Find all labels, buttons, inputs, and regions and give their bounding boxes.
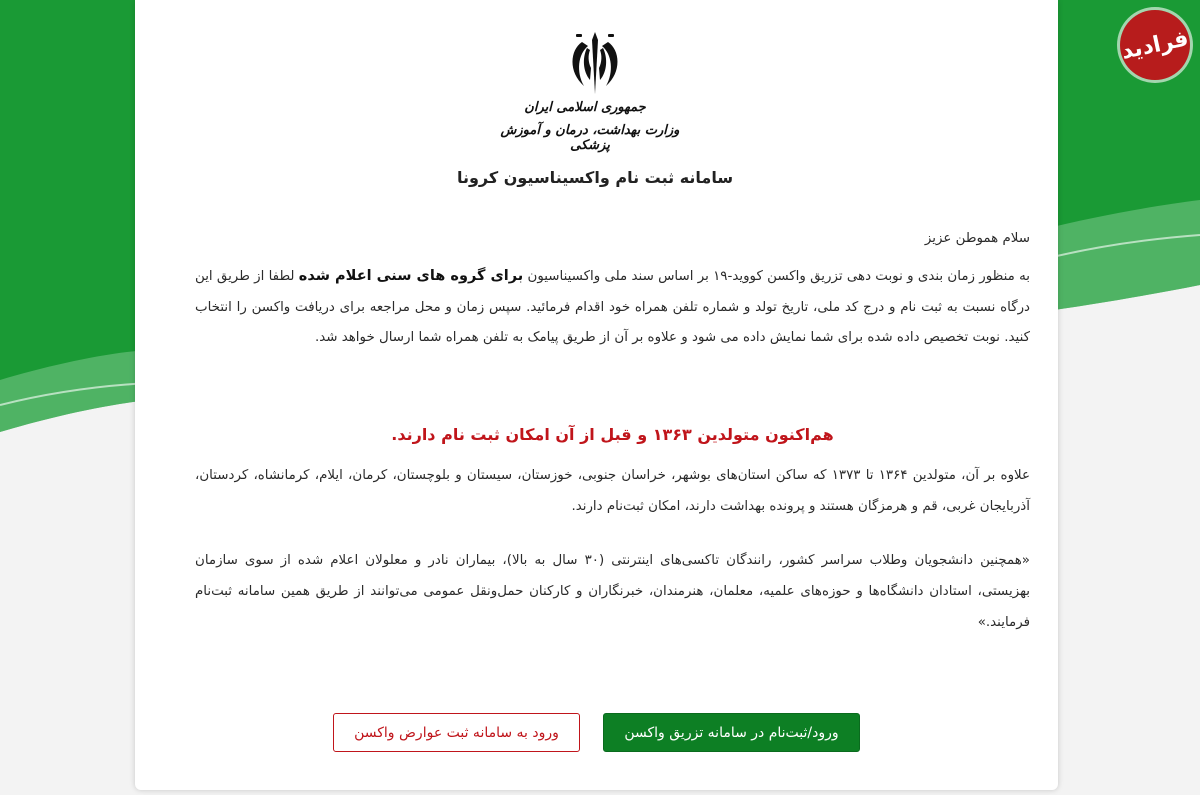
main-card	[135, 0, 1058, 790]
vaccine-registration-button[interactable]: ورود/ثبت‌نام در سامانه تزریق واکسن	[603, 713, 860, 752]
groups-paragraph: «همچنین دانشجویان وطلاب سراسر کشور، رانندگان تاکسی‌های اینترنتی (۳۰ سال به بالا)، بیماران نادر و معلولان اعلام شده از سوی سازمان بهزیستی، استادان دانشگاه‌ها و حوزه‌های علمیه، معلمان، هنرمندان، خبرنگاران و کارکنان حمل‌ونقل عمومی می‌توانند از طریق همین سامانه ثبت‌نام فرمایند.»	[195, 553, 1030, 630]
intro-text-part-1: به منظور زمان بندی و نوبت دهی تزریق واکسن کووید-۱۹ بر اساس سند ملی واکسیناسیون	[523, 269, 1030, 284]
intro-text-bold: برای گروه های سنی اعلام شده	[298, 268, 524, 284]
emblem-caption-ministry: وزارت بهداشت، درمان و آموزش پزشکی	[500, 123, 680, 153]
provinces-paragraph: علاوه بر آن، متولدین ۱۳۶۴ تا ۱۳۷۳ که ساکن استان‌های بوشهر، خراسان جنوبی، خوزستان، سیستان و بلوچستان، کرمان، ایلام، کرمانشاه، کردستان، آذربایجان غربی، قم و هرمزگان هستند و پرونده بهداشت دارند، امکان ثبت‌نام دارند.	[195, 468, 1031, 514]
intro-text-part-2: لطفا از طریق این درگاه نسبت به ثبت نام و درج کد ملی، تاریخ تولد و شماره تلفن همراه خود اقدام فرمائید. سپس زمان و محل مراجعه برای دریافت واکسن را انتخاب کنید. نوبت تخصیص داده شده برای شما نمایش داده می شود و علاوه بر آن از طریق پیامک به تلفن همراه شما ارسال خواهد شد.	[195, 269, 1030, 345]
intro-paragraph	[195, 261, 1030, 354]
iran-emblem-icon	[560, 28, 630, 98]
greeting-text: سلام هموطن عزیز	[924, 231, 1030, 246]
side-effects-registration-button[interactable]: ورود به سامانه ثبت عوارض واکسن	[333, 713, 580, 752]
page-title: سامانه ثبت نام واکسیناسیون کرونا	[456, 168, 734, 187]
emblem-caption-country: جمهوری اسلامی ایران	[524, 100, 646, 115]
eligibility-headline: هم‌اکنون متولدین ۱۳۶۳ و قبل از آن امکان ثبت نام دارند.	[391, 425, 834, 444]
watermark-text: فرادید	[1119, 25, 1191, 65]
faradid-watermark-logo	[1120, 10, 1190, 80]
